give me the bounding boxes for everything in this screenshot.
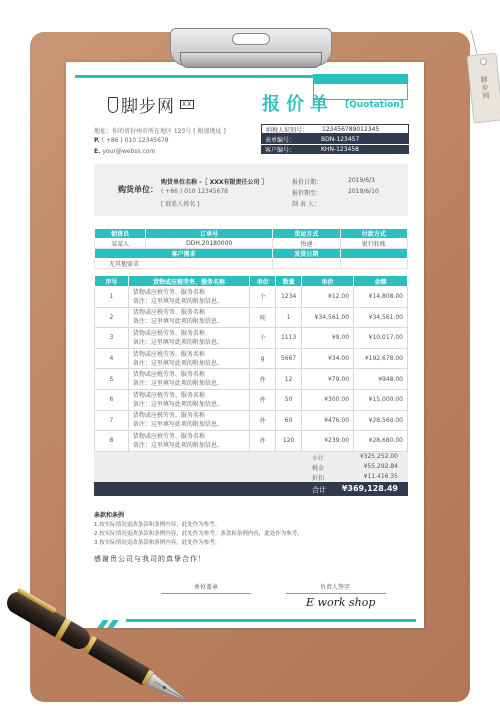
tag-label: 脚步网 [479,75,491,101]
term-line: 1.按实际情况更改条款和条例内容，此处作为参考。 [94,522,221,528]
table-row [95,348,408,369]
id-row-customer [261,144,409,154]
info-header-cell: 订单号 [146,229,273,239]
items-table [94,275,408,452]
item-price: ¥34,561.00 [302,307,354,328]
item-no: 8 [95,431,129,452]
item-unit: 吨 [250,307,276,328]
info-header-cell: 销售员 [95,229,146,239]
buyer-label: 购货单位： [118,185,158,194]
items-header [95,276,408,287]
info-header-cell: 发货日期 [273,249,340,259]
email-label: E. [94,148,101,155]
items-header-cell: 序号 [95,276,129,287]
term-line: 3.按实际情况更改条款和条例内容，此处作为参考。 [94,540,221,546]
item-name: 货物或应税劳务、服务名称 [132,391,205,399]
info-header-cell [340,249,407,259]
quote-date-value: 2019/6/3 [348,177,375,184]
tax-value: ¥55,292.84 [363,463,398,470]
item-unit: 件 [250,389,276,410]
table-row [95,410,408,431]
id-box [261,124,409,154]
item-description [128,287,249,308]
subtotal-row [94,453,408,463]
table-row [95,369,408,390]
item-note: 备注：这里填写此项的附加信息。 [132,400,223,408]
company-phone [94,137,169,144]
item-amount: ¥948.00 [354,369,408,390]
item-description [128,307,249,328]
clipboard-clip-bar [180,52,322,68]
item-price: ¥476.00 [302,410,354,431]
item-no: 5 [95,369,129,390]
seal-label: 单位盖章 [194,584,219,591]
table-row [95,431,408,452]
tax-label: 税金 [312,465,325,472]
items-header-cell: 货物或应税劳务、服务名称 [128,276,249,287]
item-amount: ¥192,678.00 [354,348,408,369]
info-cell: 银行转账 [340,239,407,249]
item-note: 备注：这里填写此项的附加信息。 [132,441,223,449]
item-description [128,328,249,349]
item-note: 备注：这里填写此项的附加信息。 [132,338,223,346]
buyer-phone: ( +86 ) 010 12345678 [161,188,228,195]
header-accent-line [75,75,315,78]
buyer-block [94,164,408,216]
info-header-cell: 付款方式 [340,229,407,239]
item-name: 货物或应税劳务、服务名称 [132,432,205,440]
quote-date-label: 报价日期： [292,179,323,186]
table-row [95,287,408,308]
item-note: 备注：这里填写此项的附加信息。 [132,380,223,388]
item-unit: 件 [250,431,276,452]
item-qty: 5667 [276,348,302,369]
item-no: 7 [95,410,129,431]
item-name: 货物或应税劳务、服务名称 [132,329,205,337]
item-name: 货物或应税劳务、服务名称 [132,412,205,420]
item-name: 货物或应税劳务、服务名称 [132,309,205,317]
item-qty: 1 [276,307,302,328]
item-amount: ¥28,560.00 [354,410,408,431]
item-qty: 1234 [276,287,302,308]
subtotal-label: 小计 [312,455,325,462]
item-description [128,410,249,431]
total-label: 合计 [312,486,326,494]
phone-value: ( +86 ) 010 12345678 [101,137,169,144]
item-description [128,369,249,390]
item-price: ¥34.00 [302,348,354,369]
item-no: 6 [95,389,129,410]
header-accent-tab [313,74,408,84]
item-unit: 件 [250,410,276,431]
id-row-form [261,134,409,144]
id-key: 客户编号： [265,147,296,154]
info-cell: DDH.20180000 [146,239,273,249]
table-row [95,307,408,328]
quotation-sheet [66,62,424,628]
item-description [128,389,249,410]
info-cell [340,259,407,269]
signature-line [286,593,386,594]
items-header-cell: 金额 [354,276,408,287]
summary-block [94,452,408,482]
pen-nib-icon [108,97,118,113]
id-row-tax [261,124,409,134]
item-note: 备注：这里填写此项的附加信息。 [132,318,223,326]
item-amount: ¥34,561.00 [354,307,408,328]
item-amount: ¥10,017.00 [354,328,408,349]
table-row [95,328,408,349]
item-note: 备注：这里填写此项的附加信息。 [132,421,223,429]
item-price: ¥239.00 [302,431,354,452]
item-unit: g [250,348,276,369]
id-key: 纳税人识别号： [266,126,309,134]
item-price: ¥12.00 [302,287,354,308]
items-header-cell: 数量 [276,276,302,287]
info-cell: 快递 [273,239,340,249]
email-value: your@webss.com [102,148,156,155]
items-header-cell: 单位 [250,276,276,287]
item-amount: ¥14,808.00 [354,287,408,308]
handwritten-signature: E work shop [306,596,376,609]
total-value: ¥369,128.49 [341,484,398,493]
total-bar [94,482,408,496]
id-value: BDN-123457 [321,135,360,143]
item-qty: 12 [276,369,302,390]
fountain-pen-icon [0,560,260,700]
valid-until-label: 报价期至： [292,190,323,197]
phone-label: P. [94,137,100,144]
item-price: ¥9.00 [302,328,354,349]
item-note: 备注：这里填写此项的附加信息。 [132,359,223,367]
terms-title: 条款和条例 [94,512,125,519]
item-qty: 60 [276,410,302,431]
discount-value: ¥11,416.35 [363,473,398,480]
item-description [128,348,249,369]
tax-row [94,463,408,473]
clipboard-clip-hole [232,33,270,45]
item-unit: 个 [250,328,276,349]
info-header-cell: 货运方式 [273,229,340,239]
address-label: 地址： [94,128,113,135]
document-title: 报价单 [262,94,334,115]
info-header-cell: 客户需求 [95,249,273,259]
valid-until-value: 2019/6/10 [348,188,379,195]
id-key: 表单编号： [265,136,296,144]
info-cell: 某某人 [95,239,146,249]
thanks-message: 感谢贵公司与我司的真挚合作！ [94,555,206,563]
item-name: 货物或应税劳务、服务名称 [132,288,205,296]
logo-badge: XX [182,101,193,108]
item-no: 1 [95,287,129,308]
item-unit: 个 [250,287,276,308]
buyer-contact: [ 联系人姓名 ] [161,201,200,208]
item-price: ¥300.00 [302,389,354,410]
preparer-label: 制 表 人： [292,201,320,208]
company-email [94,148,155,155]
item-qty: 120 [276,431,302,452]
company-address [94,126,226,135]
address-value: 你的省份州市所在地区 123号 [ 附加地址 ] [112,128,226,135]
item-no: 3 [95,328,129,349]
subtotal-value: ¥325,252.00 [359,453,398,460]
table-row [95,389,408,410]
order-info-header-2 [95,249,408,259]
discount-label: 折扣 [312,475,325,482]
item-no: 4 [95,348,129,369]
item-note: 备注：这里填写此项的附加信息。 [132,297,223,305]
info-cell [273,259,340,269]
item-amount: ¥15,000.00 [354,389,408,410]
info-cell: 无其他需求 [95,259,273,269]
item-unit: 件 [250,369,276,390]
item-name: 货物或应税劳务、服务名称 [132,371,205,379]
item-no: 2 [95,307,129,328]
order-info-row [95,239,408,249]
order-info-header [95,229,408,239]
item-amount: ¥28,680.00 [354,431,408,452]
item-name: 货物或应税劳务、服务名称 [132,350,205,358]
tag-hole [480,58,487,65]
logo-text: 脚步网 [121,97,175,117]
item-qty: 50 [276,389,302,410]
item-description [128,431,249,452]
signature-label: 负责人签字 [320,584,351,591]
id-value: 123456789012345 [322,125,380,133]
items-header-cell: 单价 [302,276,354,287]
term-line: 2.按实际情况更改条款和条例内容，此处作为参考。条款和条例内容，此处作为参考。 [94,531,303,537]
item-price: ¥79.00 [302,369,354,390]
document-title-en: [Quotation] [345,100,404,110]
buyer-name: 购货单位名称 -［ XXX有限责任公司 ］ [161,179,268,186]
company-logo [108,92,194,117]
order-info-row-2 [95,259,408,269]
order-info-table [94,228,408,269]
id-value: KHN-123458 [321,146,360,153]
item-qty: 1113 [276,328,302,349]
